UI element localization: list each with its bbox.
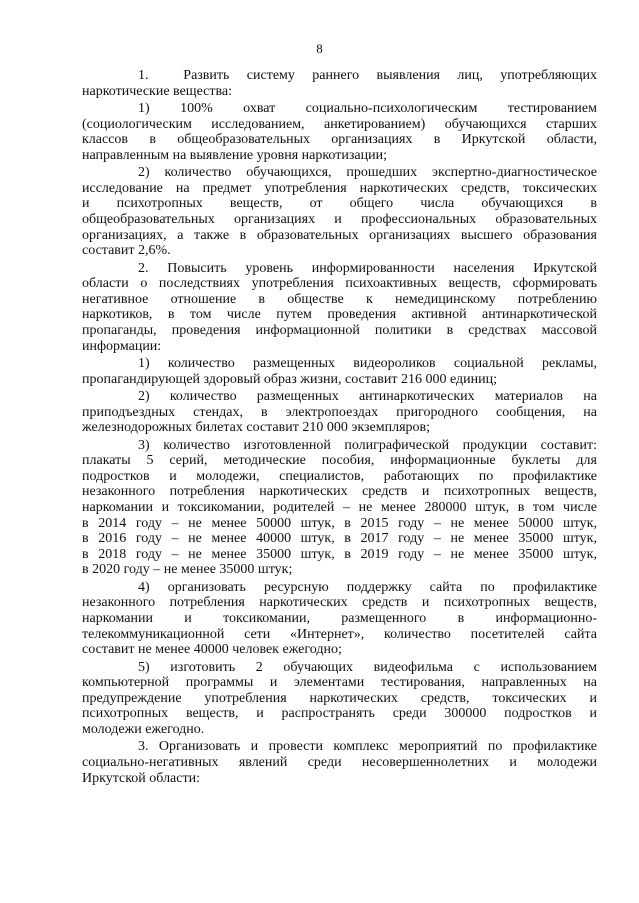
text-line: (социологическим исследованием, анкетированием) обучающихся старших: [82, 116, 597, 132]
text-line: наркотиков, в том числе путем проведения активной антинаркотической: [82, 307, 597, 323]
text-line: пропаганды, проведения информационной политики в средствах массовой: [82, 323, 597, 338]
text-line: предупреждение употребления наркотических средств, токсических и: [82, 690, 597, 706]
text-line: молодежи ежегодно.: [82, 722, 205, 737]
text-line: социально-негативных явлений среди несовершеннолетних и молодежи: [82, 755, 597, 770]
text-line: наркомании и токсикомании, родителей – не менее 280000 штук, в том числе: [82, 500, 597, 515]
text-line: плакаты 5 серий, методические пособия, информационные буклеты для: [82, 453, 597, 469]
text-line: 3) количество изготовленной полиграфической продукции составит:: [138, 437, 597, 453]
text-line: компьютерной программы и элементами тестирования, направленных на: [82, 675, 597, 691]
text-line: пропагандирующей здоровый образ жизни, составит 216 000 единиц;: [82, 371, 497, 387]
text-line: направленным на выявление уровня наркотизации;: [82, 147, 387, 163]
page-number: 8: [316, 41, 323, 56]
text-line: 1. Развить систему раннего выявления лиц, употребляющих: [138, 68, 597, 83]
text-line: в 2014 году – не менее 50000 штук, в 2015 году – не менее 50000 штук,: [82, 515, 597, 531]
text-line: приподъездных стендах, в электропоездах пригородного сообщения, на: [82, 404, 597, 420]
text-line: общеобразовательных организациях и профессиональных образовательных: [82, 212, 597, 227]
text-line: в 2020 году – не менее 35000 штук;: [82, 562, 293, 578]
text-line: классов в общеобразовательных организациях в Иркутской области,: [82, 132, 597, 148]
text-line: составит 2,6%.: [82, 243, 171, 259]
text-line: 5) изготовить 2 обучающих видеофильма с использованием: [138, 659, 597, 675]
text-line: наркотические вещества:: [82, 83, 232, 99]
text-line: организациях, а также в образовательных организациях высшего образования: [82, 227, 597, 243]
text-line: составит не менее 40000 человек ежегодно;: [82, 642, 342, 658]
text-line: 4) организовать ресурсную поддержку сайта по профилактике: [138, 579, 597, 595]
text-line: и психотропных веществ, от общего числа обучающихся в: [82, 196, 597, 212]
text-line: негативное отношение в обществе к немедицинскому потреблению: [82, 291, 597, 307]
text-line: в 2016 году – не менее 40000 штук, в 2017 году – не менее 35000 штук,: [82, 531, 597, 547]
text-line: незаконного потребления наркотических средств и психотропных веществ,: [82, 595, 597, 611]
text-line: железнодорожных билетах составит 210 000 экземпляров;: [82, 420, 431, 436]
text-line: 2) количество размещенных антинаркотических материалов на: [138, 389, 597, 404]
text-line: исследование на предмет употребления наркотических средств, токсических: [82, 180, 597, 196]
text-line: в 2018 году – не менее 35000 штук, в 2019 году – не менее 35000 штук,: [82, 546, 597, 562]
text-line: 2. Повысить уровень информированности населения Иркутской: [138, 260, 597, 276]
text-line: области о последствиях употребления психоактивных веществ, сформировать: [82, 276, 597, 292]
text-line: подростков и молодежи, специалистов, работающих по профилактике: [82, 468, 597, 484]
text-line: телекоммуникационной сети «Интернет», количество посетителей сайта: [82, 626, 597, 642]
text-line: 1) количество размещенных видеороликов социальной рекламы,: [138, 356, 597, 371]
text-line: наркомании и токсикомании, размещенного в информационно-: [82, 611, 597, 626]
text-line: информации:: [82, 338, 162, 354]
text-line: 3. Организовать и провести комплекс мероприятий по профилактике: [138, 739, 597, 755]
text-line: Иркутской области:: [82, 770, 200, 786]
text-line: незаконного потребления наркотических средств и психотропных веществ,: [82, 484, 597, 500]
text-line: 1) 100% охват социально-психологическим тестированием: [138, 101, 597, 116]
text-line: психотропных веществ, и распространять среди 300000 подростков и: [82, 706, 597, 722]
text-line: 2) количество обучающихся, прошедших экспертно-диагностическое: [138, 165, 597, 181]
